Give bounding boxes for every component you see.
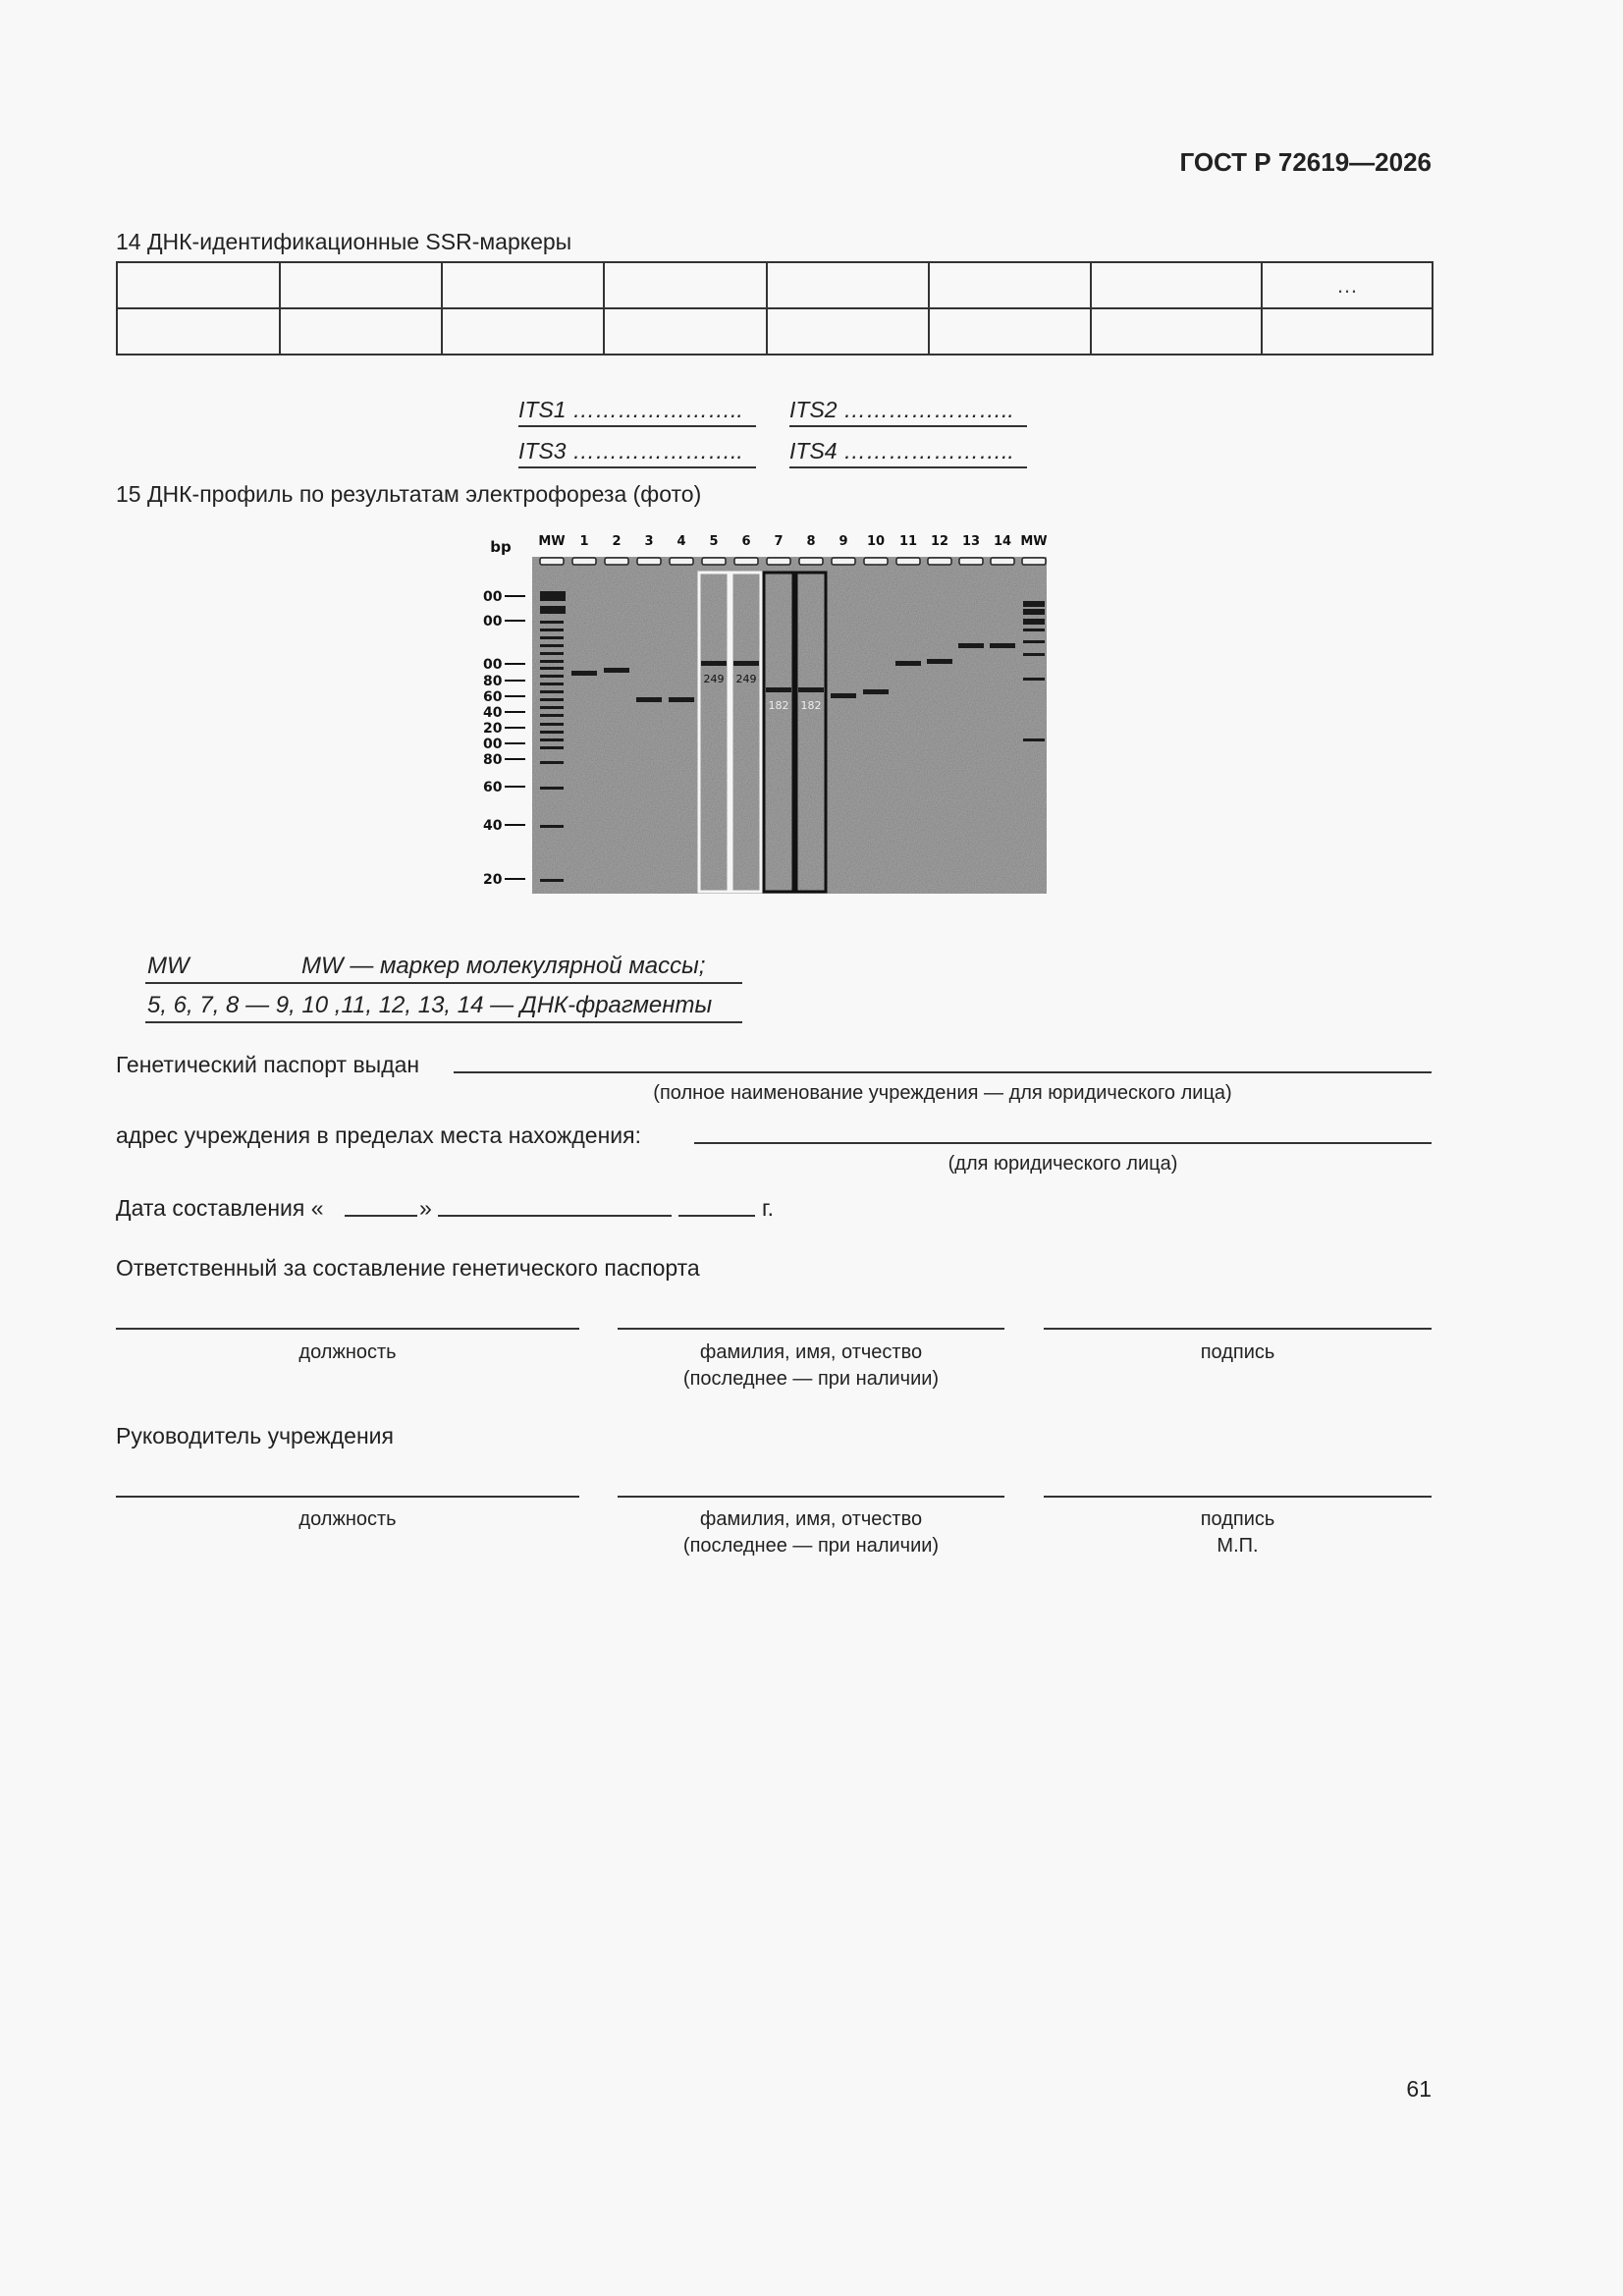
size-label: 00 [483, 657, 503, 673]
ladder-band [1023, 601, 1045, 607]
legend-underline-2 [145, 1021, 742, 1023]
ladder-band [540, 731, 564, 734]
lane-label: 9 [839, 534, 848, 549]
well [959, 558, 983, 565]
well [864, 558, 888, 565]
legend-mw-desc: MW — маркер молекулярной массы; [301, 953, 706, 979]
responsible-name-hint-2: (последнее — при наличии) [682, 1368, 940, 1390]
size-label: 00 [483, 589, 503, 605]
ladder-band [540, 621, 564, 624]
ladder-band [540, 644, 564, 647]
table-cell [1262, 308, 1433, 355]
section-15-title: 15 ДНК-профиль по результатам электрофореза (фото) [116, 481, 702, 507]
dna-band [604, 668, 629, 673]
well [540, 558, 564, 565]
date-day-line[interactable] [345, 1215, 417, 1217]
ladder-band [1023, 609, 1045, 615]
responsible-signature-hint: подпись [1200, 1341, 1275, 1363]
responsible-position-hint: должность [298, 1341, 397, 1363]
well [832, 558, 855, 565]
bp-label: bp [490, 538, 512, 556]
head-position-line[interactable] [116, 1496, 579, 1498]
dna-band [766, 687, 791, 692]
responsible-signature-line[interactable] [1044, 1328, 1432, 1330]
well [572, 558, 596, 565]
ladder-band [540, 723, 564, 726]
responsible-name-line[interactable] [618, 1328, 1004, 1330]
band-size-label: 249 [703, 673, 725, 685]
size-label: 60 [483, 689, 503, 705]
ladder-band [540, 761, 564, 764]
legend-underline-1 [145, 982, 742, 984]
dna-band [958, 643, 984, 648]
date-year-line[interactable] [678, 1215, 755, 1217]
well [734, 558, 758, 565]
well [767, 558, 790, 565]
well [670, 558, 693, 565]
ladder-band [540, 660, 564, 663]
issued-hint: (полное наименование учреждения — для юридического лица) [653, 1082, 1232, 1104]
ladder-band [540, 652, 564, 655]
head-name-hint-2: (последнее — при наличии) [682, 1535, 940, 1557]
well [991, 558, 1014, 565]
issued-label: Генетический паспорт выдан [116, 1052, 420, 1077]
lane-label: 7 [774, 534, 784, 549]
lane-label: 3 [644, 534, 654, 549]
section-14-title: 14 ДНК-идентификационные SSR-маркеры [116, 229, 572, 254]
responsible-name-hint: фамилия, имя, отчество [699, 1341, 923, 1363]
lane-label: 14 [993, 534, 1012, 549]
head-name-line[interactable] [618, 1496, 1004, 1498]
table-cell [117, 262, 280, 308]
date-quote-close: » [419, 1195, 432, 1221]
table-row [117, 308, 1433, 355]
lane-label: 13 [961, 534, 981, 549]
its1-field: ITS1 ………………….. [518, 397, 756, 427]
ladder-band [540, 636, 564, 639]
size-label: 20 [483, 721, 503, 737]
lane-label: 11 [898, 534, 918, 549]
ssr-markers-table [116, 261, 1434, 355]
well [637, 558, 661, 565]
head-label: Руководитель учреждения [116, 1423, 394, 1449]
page-number: 61 [1406, 2076, 1432, 2102]
issued-field-line[interactable] [454, 1071, 1432, 1073]
ladder-band [540, 675, 564, 678]
ladder-band [540, 683, 564, 685]
date-year-suffix: г. [762, 1195, 774, 1221]
its3-field: ITS3 ………………….. [518, 438, 756, 468]
well [1022, 558, 1046, 565]
address-hint: (для юридического лица) [947, 1153, 1178, 1175]
table-cell [929, 262, 1091, 308]
ladder-band [1023, 738, 1045, 741]
table-cell [767, 308, 929, 355]
standard-number: ГОСТ Р 72619—2026 [1179, 147, 1432, 177]
size-label: 40 [483, 705, 503, 721]
lane-label: 8 [806, 534, 816, 549]
ladder-band [540, 746, 564, 749]
table-cell: … [1262, 262, 1433, 308]
lane-label: 4 [676, 534, 686, 549]
responsible-position-line[interactable] [116, 1328, 579, 1330]
table-cell [442, 262, 604, 308]
dna-band [990, 643, 1015, 648]
ladder-band [540, 787, 564, 790]
well [605, 558, 628, 565]
its2-field: ITS2 ………………….. [789, 397, 1027, 427]
legend-mw-abbr: MW [147, 953, 189, 979]
dna-band [798, 687, 824, 692]
ladder-band [540, 714, 564, 717]
lane-label: 1 [579, 534, 589, 549]
dna-band [733, 661, 759, 666]
table-cell [280, 262, 442, 308]
dna-band [571, 671, 597, 676]
table-cell [117, 308, 280, 355]
size-label: 00 [483, 614, 503, 629]
table-cell [604, 262, 767, 308]
table-cell [604, 308, 767, 355]
dna-band [927, 659, 952, 664]
table-cell [442, 308, 604, 355]
head-position-hint: должность [298, 1508, 397, 1530]
size-label: 80 [483, 674, 503, 689]
band-size-label: 182 [800, 699, 822, 712]
lane-label: MW [1020, 534, 1048, 549]
ladder-band [540, 690, 564, 693]
ladder-band [540, 825, 564, 828]
electrophoresis-photo [481, 530, 1060, 903]
well [928, 558, 951, 565]
well [702, 558, 726, 565]
dna-band [831, 693, 856, 698]
dna-band [669, 697, 694, 702]
band-size-label: 249 [735, 673, 757, 685]
ladder-band [540, 667, 564, 670]
size-label: 80 [483, 752, 503, 768]
ladder-band [1023, 640, 1045, 643]
table-cell [929, 308, 1091, 355]
dna-band [701, 661, 727, 666]
head-signature-hint: подпись [1200, 1508, 1275, 1530]
ladder-band [540, 706, 564, 709]
its4-field: ITS4 ………………….. [789, 438, 1027, 468]
ladder-band [540, 738, 564, 741]
ladder-band [540, 698, 564, 701]
address-label: адрес учреждения в пределах места нахождения: [116, 1122, 641, 1148]
band-size-label: 182 [768, 699, 789, 712]
ladder-band [1023, 629, 1045, 631]
ladder-band [1023, 678, 1045, 681]
lane-label: 12 [930, 534, 949, 549]
lane-label: 6 [741, 534, 751, 549]
ladder-band [1023, 653, 1045, 656]
table-row [117, 262, 1433, 308]
date-month-line[interactable] [438, 1215, 672, 1217]
lane-label: 2 [612, 534, 622, 549]
dna-band [895, 661, 921, 666]
date-label: Дата составления « [116, 1195, 324, 1221]
size-label: 60 [483, 780, 503, 795]
ladder-band [540, 591, 566, 601]
lane-label: MW [538, 534, 566, 549]
table-cell [280, 308, 442, 355]
stamp-label: М.П. [1217, 1535, 1259, 1557]
head-signature-line[interactable] [1044, 1496, 1432, 1498]
legend-fragments: 5, 6, 7, 8 — 9, 10 ,11, 12, 13, 14 — ДНК-фрагменты [147, 992, 713, 1018]
table-cell [767, 262, 929, 308]
table-cell [1091, 262, 1262, 308]
gel-image [481, 530, 1060, 903]
lane-label: 10 [866, 534, 886, 549]
ladder-band [540, 629, 564, 631]
dna-band [863, 689, 889, 694]
lane-label: 5 [709, 534, 719, 549]
ladder-band [1023, 619, 1045, 625]
head-name-hint: фамилия, имя, отчество [699, 1508, 923, 1530]
dna-band [636, 697, 662, 702]
size-label: 00 [483, 737, 503, 752]
ladder-band [540, 879, 564, 882]
address-field-line[interactable] [694, 1142, 1432, 1144]
well [799, 558, 823, 565]
well [896, 558, 920, 565]
gel-noise [532, 557, 1047, 894]
ladder-band [540, 606, 566, 614]
size-label: 20 [483, 872, 503, 888]
responsible-label: Ответственный за составление генетического паспорта [116, 1255, 700, 1281]
table-cell [1091, 308, 1262, 355]
size-label: 40 [483, 818, 503, 834]
